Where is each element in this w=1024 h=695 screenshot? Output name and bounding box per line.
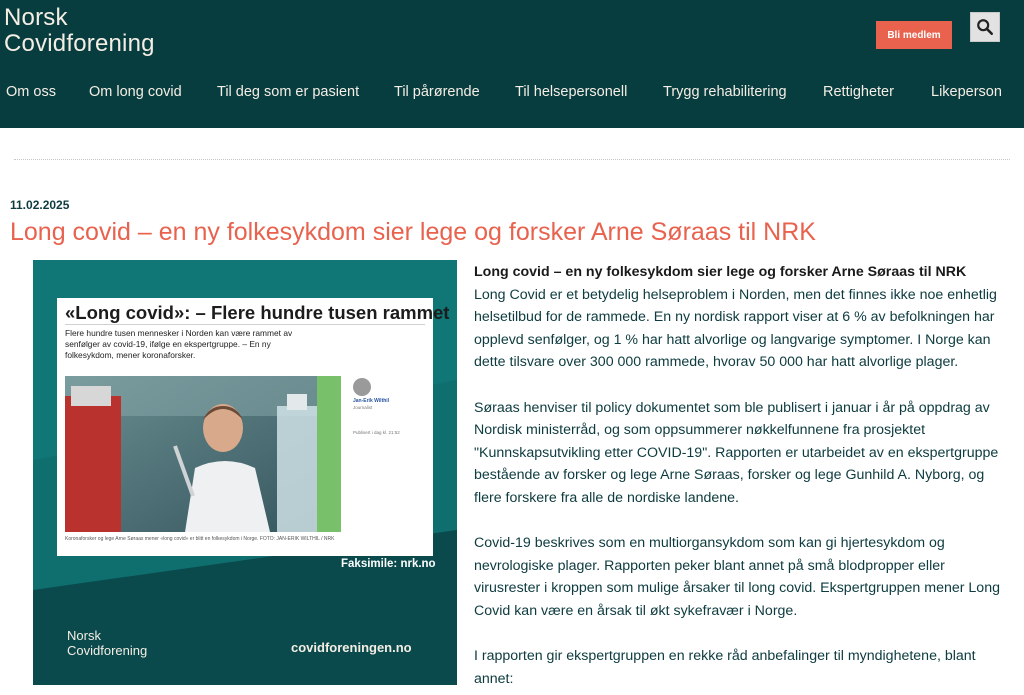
byline-name: Jan-Erik Wilthil	[353, 398, 390, 404]
featured-logo-line-2: Covidforening	[67, 643, 148, 658]
nav-item-til-helsepersonell[interactable]: Til helsepersonell	[515, 84, 628, 100]
published-time: Publisert i dag kl. 21:52	[353, 430, 400, 435]
facsimile-headline: «Long covid»: – Flere hundre tusen rammet	[65, 302, 450, 323]
search-button[interactable]	[970, 12, 1000, 42]
featured-image	[33, 260, 457, 685]
logo-line-1: Norsk	[4, 4, 68, 31]
article-paragraph	[474, 261, 1004, 374]
site-logo[interactable]	[4, 5, 155, 57]
join-button[interactable]: Bli medlem	[876, 21, 952, 49]
nav-item-til-pasient[interactable]: Til deg som er pasient	[217, 84, 360, 100]
nav-item-likeperson[interactable]: Likeperson	[931, 84, 1002, 100]
nav-item-om-oss[interactable]: Om oss	[6, 84, 56, 100]
nav-item-til-parorende[interactable]: Til pårørende	[394, 84, 480, 100]
nav-item-om-long-covid[interactable]: Om long covid	[89, 84, 182, 100]
main-navigation	[0, 84, 1024, 110]
nav-item-rettigheter[interactable]: Rettigheter	[823, 84, 894, 100]
nrk-article-facsimile	[57, 298, 450, 556]
featured-image-logo	[67, 628, 147, 658]
featured-image-url: covidforeningen.no	[291, 640, 412, 655]
section-divider	[14, 159, 1010, 160]
article-paragraph: Covid-19 beskrives som en multiorgansykdom som kan gi hjertesykdom og nevrologiske plager. Rapporten peker blant annet på små blodpropper eller virusrester i kroppen som mulige årsaker til long covid. Ekspertgruppen mener Long Covid kan være en årsak til økt sykefravær i Norge.	[474, 535, 1000, 619]
featured-logo-line-1: Norsk	[67, 628, 101, 643]
facsimile-credit: Faksimile: nrk.no	[341, 558, 436, 570]
byline-role: Journalist	[353, 405, 373, 410]
facsimile-photo	[65, 376, 341, 532]
researcher-photo	[65, 376, 341, 532]
article-body	[474, 261, 1004, 695]
article-lead-title: Long covid – en ny folkesykdom sier lege og forsker Arne Søraas til NRK	[474, 264, 967, 280]
article-paragraph-text: Long Covid er et betydelig helseproblem i Norden, men det finnes ikke noe enhetlig helsetilbud for de rammede. En ny nordisk rapport viser at 6 % av befolkningen har opplevd senfølger, og 1 % har hatt alvorlige og langvarige symptomer. I Norge kan dette tilsvare over 300 000 rammede, hvorav 50 000 har hatt alvorlige plager.	[474, 286, 997, 371]
post-date: 11.02.2025	[10, 198, 70, 212]
post-title[interactable]: Long covid – en ny folkesykdom sier lege og forsker Arne Søraas til NRK	[10, 218, 816, 246]
nav-item-trygg-rehabilitering[interactable]: Trygg rehabilitering	[663, 84, 787, 100]
facsimile-rule	[65, 324, 425, 325]
photo-caption: Koronaforsker og lege Arne Søraas mener «long covid» er blitt en folkesykdom i Norge. FOTO: JAN-ERIK WILTHIL / NRK	[65, 536, 335, 542]
article-paragraph: I rapporten gir ekspertgruppen en rekke råd anbefalinger til myndighetene, blant annet:	[474, 648, 976, 687]
byline-avatar	[353, 378, 371, 396]
logo-line-2: Covidforening	[4, 30, 155, 57]
search-icon	[976, 18, 994, 36]
facsimile-lead: Flere hundre tusen mennesker i Norden kan være rammet av senfølger av covid-19, ifølge en ekspertgruppe. – En ny folkesykdom, mener koronaforsker.	[65, 328, 293, 360]
site-header	[0, 0, 1024, 128]
article-paragraph: Søraas henviser til policy dokumentet som ble publisert i januar i år på oppdrag av Nordisk ministerråd, og som oppsummerer nøkkelfunnene fra prosjektet "Kunnskapsutvikling etter COVID-19". Rapporten er utarbeidet av en ekspertgruppe bestående av forsker og lege Arne Søraas, forsker og lege Gunhild A. Nyborg, og flere forskere fra alle de nordiske landene.	[474, 399, 999, 506]
